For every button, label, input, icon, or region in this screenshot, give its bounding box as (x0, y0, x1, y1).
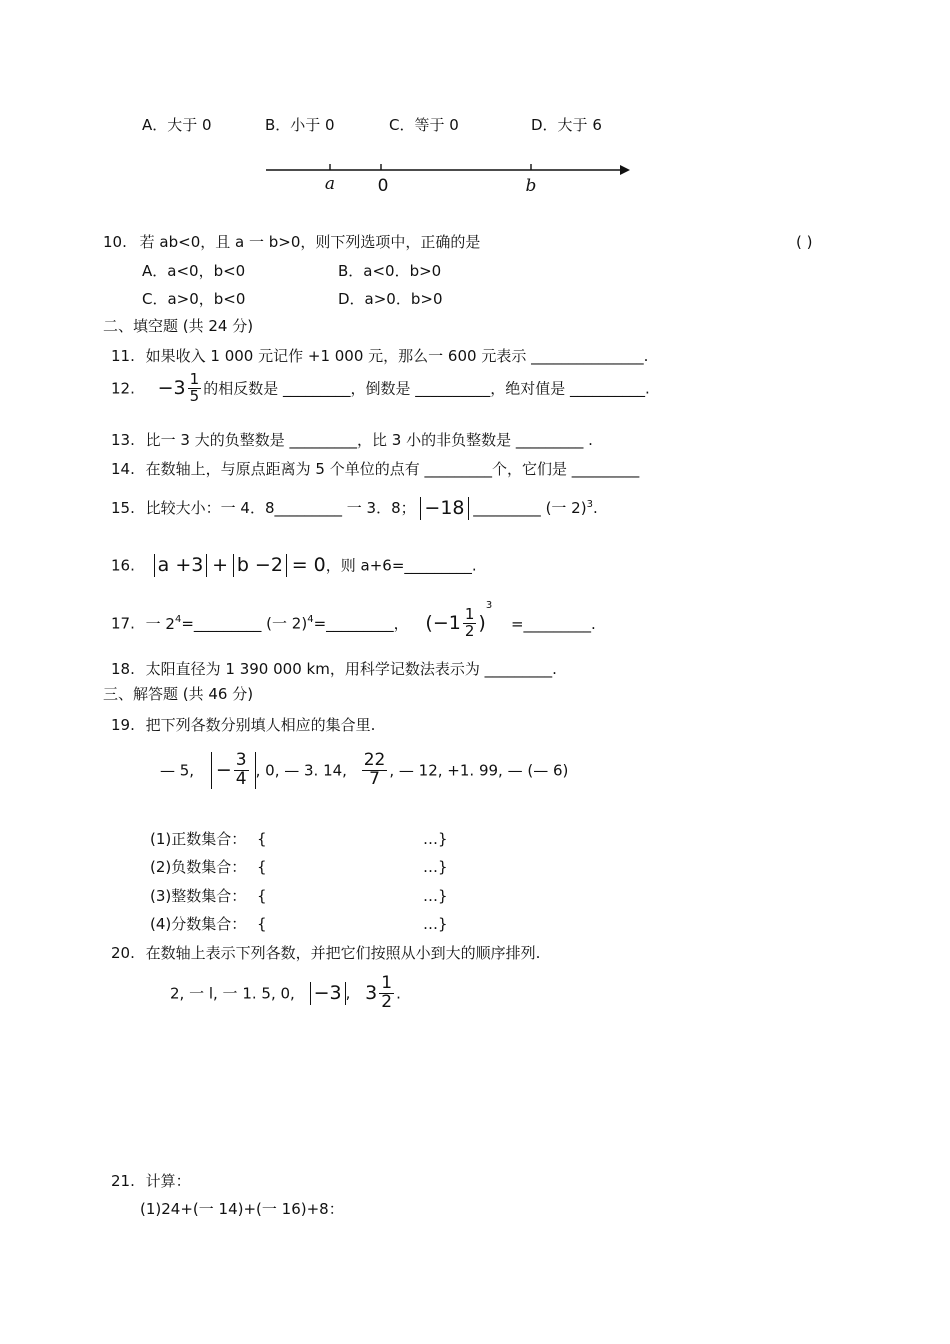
q19-set-integer (150, 887, 267, 905)
q15-exponent: 3 (586, 498, 593, 510)
q17-exponent2: 4 (307, 614, 314, 625)
q14 (111, 460, 639, 478)
q12-number: 12. (111, 379, 135, 398)
q19-set-fraction (150, 915, 267, 933)
q10-answer-paren: ( ) (796, 233, 813, 251)
q17-part1: 一 2 (145, 614, 175, 633)
q13 (111, 431, 593, 449)
q17-exponent3: 3 (485, 600, 493, 611)
q20-fraction (379, 975, 394, 1012)
q19-abs-frac-numerator: 3 (235, 750, 247, 770)
q14-number: 14. (111, 460, 135, 478)
q10-text: 若 ab<0，且 a 一 b>0，则下列选项中，正确的是 (139, 233, 481, 251)
q18-number: 18. (111, 660, 135, 678)
q19-number: 19. (111, 716, 135, 734)
set-open-brace: { (257, 858, 267, 876)
q12-frac-denominator: 5 (189, 386, 200, 405)
set-open-brace: { (257, 830, 267, 848)
q15-text-a: 比较大小：一 4．8_________ 一 3．8； (145, 498, 416, 517)
q20-comma: , (345, 984, 351, 1003)
q17-part3: =_________， (313, 614, 409, 633)
q18-text: 太阳直径为 1 390 000 km，用科学记数法表示为 _________. (145, 660, 557, 678)
q10-option-b: B．a<0．b>0 (338, 262, 442, 280)
set-label: (1)正数集合： (150, 830, 247, 848)
q14-text: 在数轴上，与原点距离为 5 个单位的点有 _________个，它们是 _________ (145, 460, 640, 478)
q17-part2: =_________ (一 2) (181, 614, 308, 633)
q20-tail: . (396, 984, 401, 1003)
q12 (111, 372, 650, 405)
label-a: a (324, 174, 336, 194)
q17-paren-close: ) (478, 612, 486, 635)
q20-number-list (170, 975, 401, 1012)
q17-exponent1: 4 (174, 614, 182, 625)
q10-option-a: A．a<0，b<0 (142, 262, 246, 280)
q17-frac-denominator: 2 (464, 622, 475, 640)
set-label: (3)整数集合： (150, 887, 247, 905)
q21-text: 计算： (145, 1172, 191, 1190)
set-label: (4)分数集合： (150, 915, 247, 933)
q20-nums: 2, 一 l, 一 1. 5, 0, (170, 984, 295, 1003)
q9-option-a: A．大于 0 (142, 116, 212, 134)
q19-frac-numerator: 22 (363, 750, 386, 770)
q17-frac-numerator: 1 (464, 605, 475, 624)
q20-frac-denominator: 2 (381, 991, 393, 1012)
q19-abs-minus: − (215, 758, 232, 781)
q16-abs-a-plus-3: a +3 (154, 554, 208, 577)
q20-text: 在数轴上表示下列各数，并把它们按照从小到大的顺序排列. (145, 944, 541, 962)
q12-text: 的相反数是 _________，倒数是 __________，绝对值是 __________. (203, 379, 650, 398)
q17-fraction (463, 607, 477, 640)
q18 (111, 660, 557, 678)
section-answer-title: 三、解答题 (共 46 分) (103, 685, 254, 703)
q10-number: 10. (103, 233, 127, 251)
q16-text: ，则 a+6=_________. (325, 556, 477, 575)
q11-number: 11. (111, 347, 135, 365)
set-open-brace: { (257, 915, 267, 933)
q19-abs-fraction (211, 752, 256, 789)
q10-stem (103, 233, 480, 251)
q16-equals-zero: = 0 (291, 554, 326, 576)
q12-whole: −3 (157, 376, 186, 399)
q16-plus: + (212, 554, 229, 576)
q17-paren-open: (−1 (425, 612, 461, 635)
q9-option-c: C．等于 0 (389, 116, 459, 134)
q19-set-fraction-close: …} (423, 915, 448, 933)
number-line-figure (262, 155, 634, 199)
q15-tail: . (592, 498, 598, 517)
set-label: (2)负数集合： (150, 858, 247, 876)
q19-fraction-22-7 (362, 752, 388, 789)
q20-whole: 3 (365, 981, 378, 1004)
q21-part1: (1)24+(一 14)+(一 16)+8： (140, 1200, 344, 1218)
q10-option-c: C．a>0，b<0 (142, 290, 246, 308)
q17-number: 17. (111, 614, 135, 633)
label-b: b (525, 176, 537, 196)
q19-frac-denominator: 7 (369, 768, 380, 789)
q19-n2: , 0, — 3. 14, (255, 761, 347, 780)
q19-text: 把下列各数分别填人相应的集合里. (145, 716, 376, 734)
q19-n3: , — 12, +1. 99, — (— 6) (389, 761, 569, 780)
q13-number: 13. (111, 431, 135, 449)
q15-absolute-value: −18 (420, 497, 468, 520)
q19-abs-frac (234, 752, 249, 789)
q19-abs-frac-denominator: 4 (235, 768, 247, 789)
section-fill-in-title: 二、填空题 (共 24 分) (103, 317, 254, 335)
q9-option-d: D．大于 6 (531, 116, 602, 134)
q19-set-positive-close: …} (423, 830, 448, 848)
q19-set-integer-close: …} (423, 887, 448, 905)
q15 (111, 497, 598, 520)
number-line-arrow-icon (620, 165, 630, 175)
q10-option-d: D．a>0．b>0 (338, 290, 443, 308)
q19-number-list (160, 752, 568, 789)
q16-abs-b-minus-2: b −2 (233, 554, 287, 577)
q16 (111, 554, 477, 577)
q19-n1: — 5, (160, 761, 195, 780)
q19-set-negative-close: …} (423, 858, 448, 876)
q21-number: 21. (111, 1172, 135, 1190)
q20-number: 20. (111, 944, 135, 962)
q19-set-positive (150, 830, 267, 848)
q17 (111, 600, 596, 640)
q20-abs-minus-3: −3 (310, 982, 346, 1005)
q13-text: 比一 3 大的负整数是 _________，比 3 小的非负整数是 _________ . (145, 431, 593, 449)
q17-part4: =_________. (510, 614, 596, 633)
q20-frac-numerator: 1 (381, 973, 393, 993)
q12-frac-numerator: 1 (189, 370, 200, 388)
q11 (111, 347, 648, 365)
q12-fraction (188, 372, 202, 405)
q9-option-b: B．小于 0 (265, 116, 335, 134)
q15-text-b: _________ (一 2) (473, 498, 587, 517)
q19-set-negative (150, 858, 267, 876)
q16-number: 16. (111, 556, 135, 575)
q21-stem (111, 1172, 191, 1190)
set-open-brace: { (257, 887, 267, 905)
q11-text: 如果收入 1 000 元记作 +1 000 元，那么一 600 元表示 _______________. (145, 347, 649, 365)
q20-stem (111, 944, 540, 962)
q19-stem (111, 716, 375, 734)
label-zero: 0 (377, 176, 389, 196)
q15-number: 15. (111, 498, 135, 517)
